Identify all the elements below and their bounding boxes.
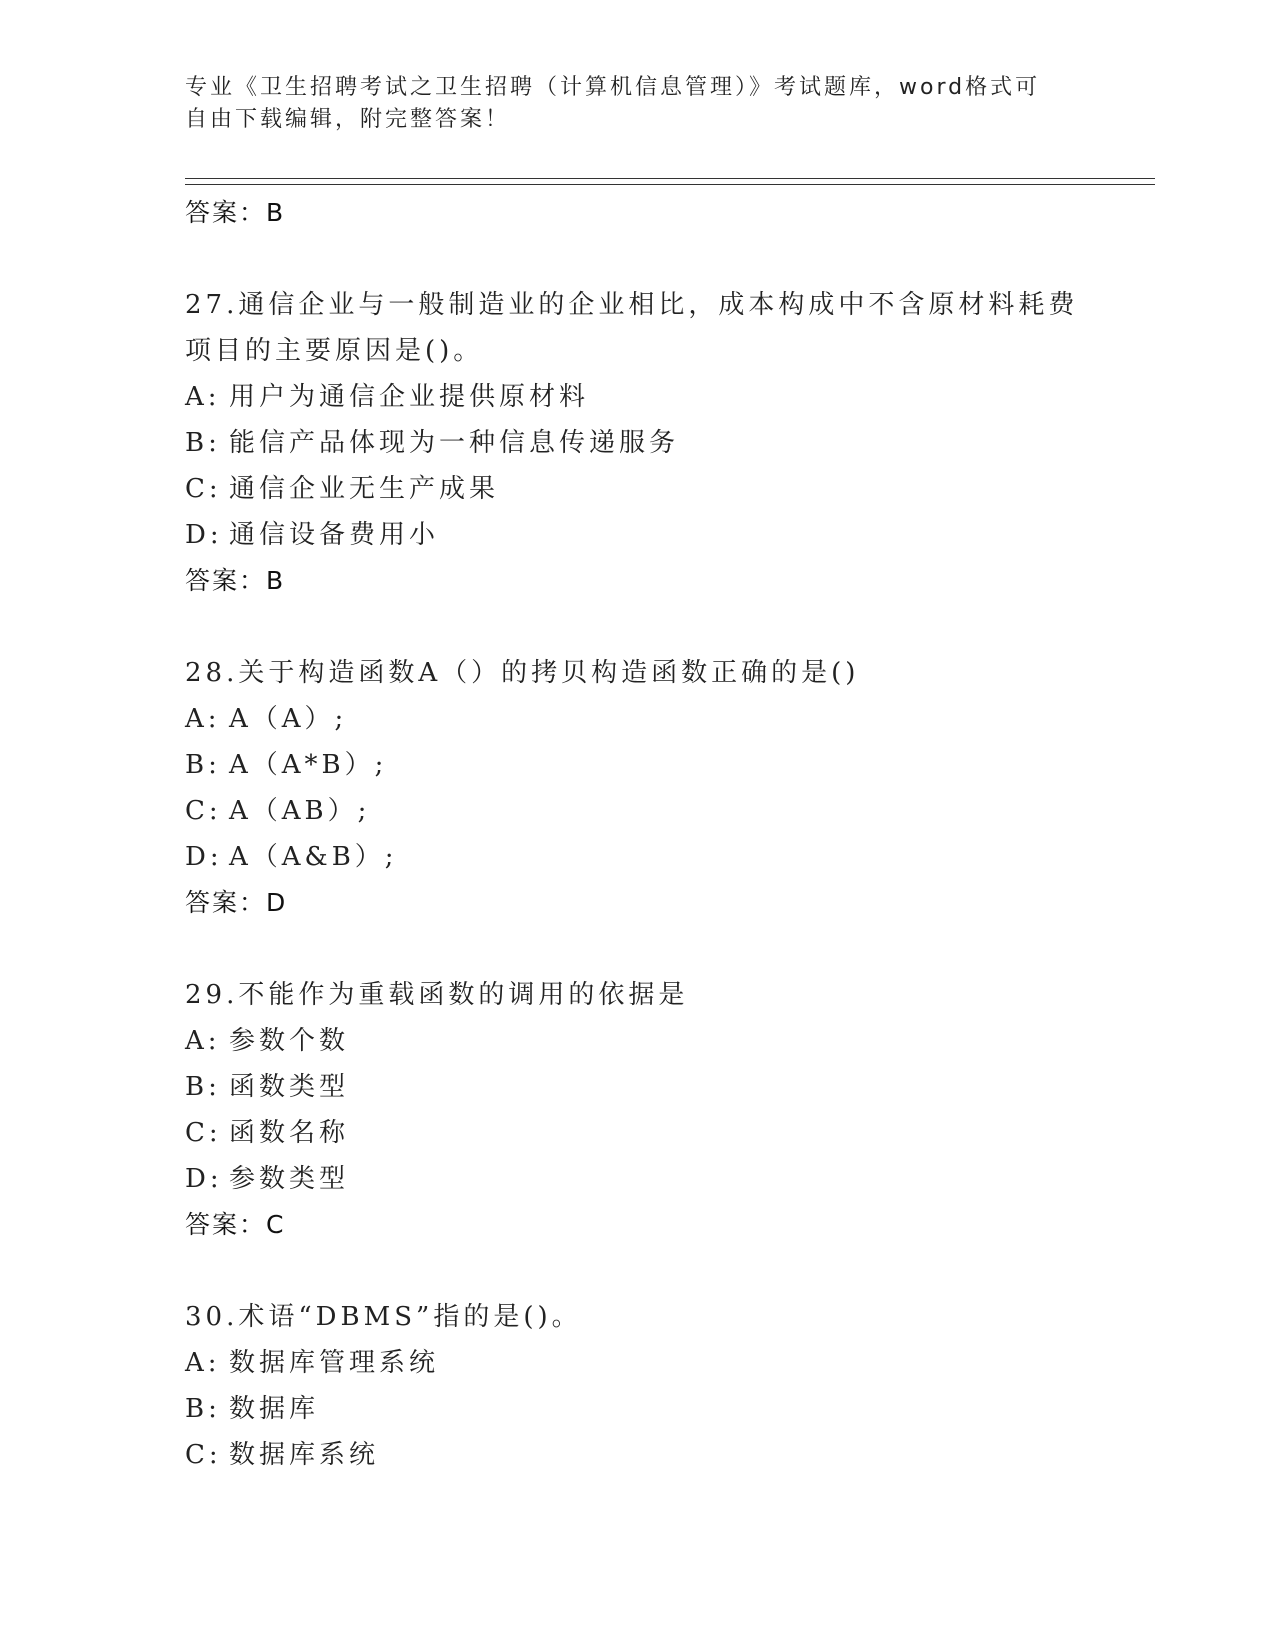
document-header: 专业《卫生招聘考试之卫生招聘（计算机信息管理）》考试题库，word格式可自由下载编辑，附完整答案！ (185, 75, 1041, 132)
option-text: 能信产品体现为一种信息传递服务 (229, 428, 680, 458)
answer-line: 答案：C (185, 1210, 286, 1239)
questions-container (185, 282, 1085, 1478)
answer-option (185, 1386, 1085, 1432)
answer-option (185, 1110, 1085, 1156)
option-text: 函数类型 (229, 1072, 350, 1102)
option-text: 数据库管理系统 (229, 1348, 440, 1378)
answer-line: 答案：B (185, 566, 286, 595)
answer-option (185, 1064, 1085, 1110)
option-letter: C: (185, 796, 222, 826)
option-letter: B: (185, 1394, 221, 1424)
question-stem: 30.术语“DBMS”指的是()。 (185, 1302, 582, 1332)
answer-option (185, 512, 1085, 558)
answer-option (185, 1340, 1085, 1386)
option-text: 数据库系统 (229, 1440, 380, 1470)
question-stem: 29.不能作为重载函数的调用的依据是 (185, 980, 689, 1010)
option-letter: D: (185, 1164, 223, 1194)
option-letter: B: (185, 750, 221, 780)
answer-option (185, 1156, 1085, 1202)
option-letter: C: (185, 1118, 222, 1148)
option-letter: A: (185, 1026, 221, 1056)
option-letter: A: (185, 704, 221, 734)
option-text: 通信设备费用小 (229, 520, 440, 550)
question-block (185, 1294, 1085, 1478)
question-block (185, 282, 1085, 604)
option-text: 数据库 (229, 1394, 320, 1424)
option-letter: D: (185, 842, 223, 872)
answer-line: 答案：B (185, 198, 286, 227)
option-letter: A: (185, 382, 221, 412)
answer-option (185, 696, 1085, 742)
answer-option (185, 1432, 1085, 1478)
option-text: 函数名称 (229, 1118, 350, 1148)
answer-option (185, 742, 1085, 788)
answer-option (185, 420, 1085, 466)
question-stem: 27.通信企业与一般制造业的企业相比，成本构成中不含原材料耗费项目的主要原因是()。 (185, 290, 1079, 366)
option-letter: C: (185, 474, 222, 504)
question-list (185, 190, 1085, 1478)
option-text: 用户为通信企业提供原材料 (229, 382, 590, 412)
option-text: A（AB）; (229, 796, 371, 826)
option-letter: B: (185, 428, 221, 458)
answer-option (185, 466, 1085, 512)
answer-option (185, 788, 1085, 834)
option-text: 参数个数 (229, 1026, 350, 1056)
option-text: 参数类型 (229, 1164, 350, 1194)
option-letter: D: (185, 520, 223, 550)
question-block (185, 972, 1085, 1248)
answer-option (185, 374, 1085, 420)
option-letter: A: (185, 1348, 221, 1378)
answer-line: 答案：D (185, 888, 288, 917)
option-text: A（A&B）; (229, 842, 398, 872)
option-text: 通信企业无生产成果 (229, 474, 500, 504)
question-stem: 28.关于构造函数A（）的拷贝构造函数正确的是() (185, 658, 860, 688)
option-text: A（A*B）; (229, 750, 388, 780)
header-rule-bottom (185, 184, 1155, 185)
answer-option (185, 834, 1085, 880)
question-block (185, 650, 1085, 926)
answer-option (185, 1018, 1085, 1064)
option-letter: C: (185, 1440, 222, 1470)
option-letter: B: (185, 1072, 221, 1102)
option-text: A（A）; (229, 704, 348, 734)
header-rule-top (185, 178, 1155, 179)
